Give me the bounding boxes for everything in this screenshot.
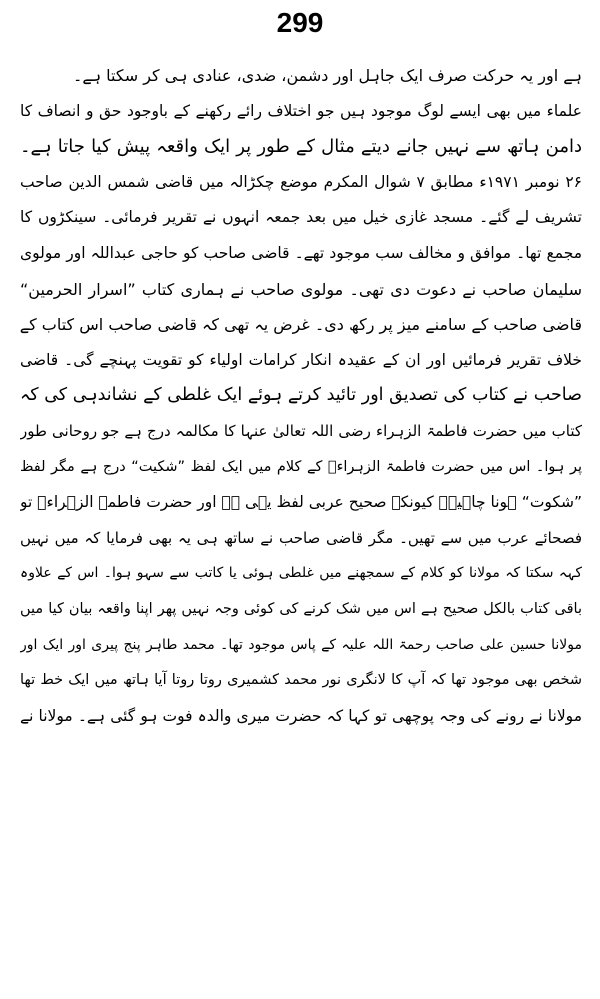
page-body [20,58,582,734]
text-line: مولانا حسین علی صاحب رحمۃ اللہ علیہ کے پاس موجود تھا۔ محمد طاہر پنج پیری اور ایک اور [20,636,582,653]
text-line: قاضی صاحب کے سامنے میز پر رکھ دی۔ غرض یہ تھی کہ قاضی صاحب اس کتاب کے [20,315,582,335]
page-number: 299 [276,7,324,38]
text-line: مجمع تھا۔ موافق و مخالف سب موجود تھے۔ قاضی صاحب کو حاجی عبداللہ اور مولوی [20,243,582,262]
text-line: مولانا نے رونے کی وجہ پوچھی تو کہا کہ حضرت میری والدہ فوت ہو گئی ہے۔ مولانا نے [20,706,582,725]
text-line: کتاب میں حضرت فاطمۃ الزہراء رضی اللہ تعالیٰ عنہا کا مکالمہ درج ہے جو روحانی طور [20,421,582,440]
text-line: شخص بھی موجود تھا کہ آپ کا لانگری نور محمد کشمیری روتا روتا آیا ہاتھ میں ایک خط تھا [20,672,582,689]
text-line: ۲۶ نومبر ۱۹۷۱ء مطابق ۷ شوال المکرم موضع چکڑالہ میں قاضی شمس الدین صاحب [20,172,582,191]
text-line: ہے اور یہ حرکت صرف ایک جاہل اور دشمن، ضدی، عنادی ہی کر سکتا ہے۔ [72,66,582,85]
text-line: سلیمان صاحب نے دعوت دی تھی۔ مولوی صاحب نے ہماری کتاب ”اسرار الحرمین“ [20,279,582,299]
text-line: کہہ سکتا کہ مولانا کو کلام کے سمجھنے میں غلطی ہوئی یا کاتب سے سہو ہوا۔ اس کے علاوہ [20,565,582,582]
text-line: فصحائے عرب میں سے تھیں۔ مگر قاضی صاحب نے ساتھ ہی یہ بھی فرمایا کہ میں نہیں [20,528,582,547]
text-line: ”شکوت“ ہونا چاہیے۔ کیونکہ صحیح عربی لفظ یہی ہے اور حضرت فاطمۃ الزہراءؓ تو [20,493,582,512]
text-line: تشریف لے گئے۔ مسجد غازی خیل میں بعد جمعہ انہوں نے تقریر فرمائی۔ سینکڑوں کا [20,208,582,227]
text-line: دامن ہاتھ سے نہیں جانے دیتے مثال کے طور پر ایک واقعہ پیش کیا جاتا ہے۔ [20,136,582,158]
text-line: علماء میں بھی ایسے لوگ موجود ہیں جو اختلاف رائے رکھنے کے باوجود حق و انصاف کا [20,101,582,120]
text-line: باقی کتاب بالکل صحیح ہے اس میں شک کرنے کی کوئی وجہ نہیں پھر اپنا واقعہ بیان کیا میں [20,600,582,617]
text-line: پر ہوا۔ اس میں حضرت فاطمۃ الزہراءؓ کے کلام میں ایک لفظ ”شکیت“ درج ہے مگر لفظ [20,458,582,475]
text-line: خلاف تقریر فرمائیں اور ان کے عقیدہ انکار کرامات اولیاء کو تقویت پہنچے گی۔ قاضی [20,350,582,369]
text-line: صاحب نے کتاب کی تصدیق اور تائید کرتے ہوئے ایک غلطی کے نشاندہی کی کہ [20,385,582,406]
